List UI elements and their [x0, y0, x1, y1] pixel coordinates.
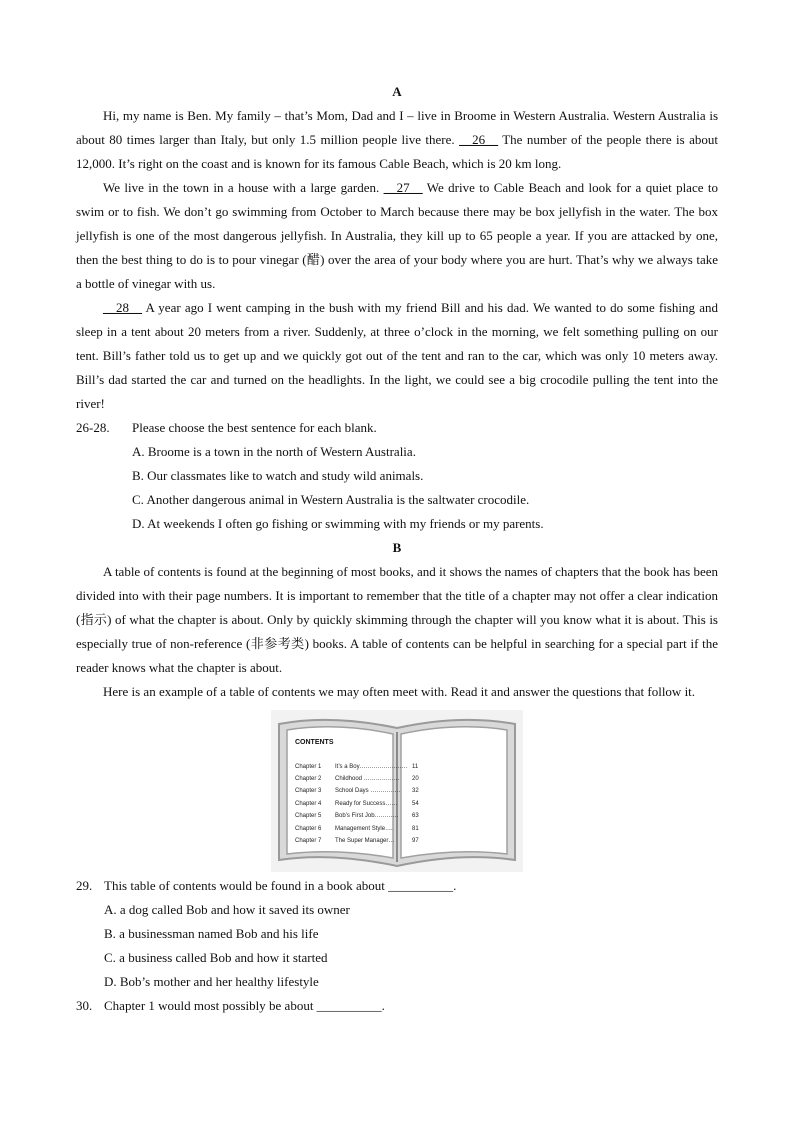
open-book-illustration — [271, 710, 523, 872]
chapter-title: It’s a Boy…………………… — [335, 764, 408, 770]
chapter-page: 54 — [412, 801, 419, 807]
chapter-title: School Days …………… — [335, 788, 401, 794]
question-30 — [76, 994, 718, 1018]
option-b: B. Our classmates like to watch and study wild animals. — [132, 468, 424, 483]
question-number: 26-28. — [76, 420, 110, 435]
section-a-paragraph-2: We live in the town in a house with a large garden. __27__ We drive to Cable Beach and look for a quiet place to swim or to fish. We don’t go swimming from October to March because there may be box jellyfish in the water. The box jellyfish is one of the most dangerous jellyfish. In Australia, they kill up to 65 people a year. If you are attacked by one, then the best thing to do is to pour vinegar (醋) over the area of your body where you are hurt. That’s why we always take a bottle of vinegar with us. — [76, 180, 718, 291]
chapter-page: 11 — [412, 764, 419, 770]
question-text: This table of contents would be found in a book about __________. — [104, 878, 457, 893]
chapter-label: Chapter 5 — [295, 813, 322, 819]
chapter-label: Chapter 2 — [295, 776, 322, 782]
section-a-paragraph-1: Hi, my name is Ben. My family – that’s Mom, Dad and I – live in Broome in Western Australia. Western Australia is about 80 times larger than Italy, but only 1.5 million people live there. __26__ The number of the people there is about 12,000. It’s right on the coast and is known for its famous Cable Beach, which is 20 km long. — [76, 108, 718, 171]
option-a: A. Broome is a town in the north of Western Australia. — [132, 444, 416, 459]
blank-26: __26__ — [459, 132, 499, 147]
option-c: C. a business called Bob and how it started — [104, 950, 328, 965]
chapter-title: Childhood ……………… — [335, 776, 400, 782]
chapter-label: Chapter 4 — [295, 801, 322, 807]
question-number: 29. — [76, 878, 93, 893]
contents-title: CONTENTS — [295, 739, 334, 746]
section-b-paragraph-1: A table of contents is found at the beginning of most books, and it shows the names of chapters that the book has been divided into with their page numbers. It is important to remember that the title of a chapter may not offer a clear indication (指示) of what the chapter is about. Only by quickly skimming through the chapter will you know what it is about. This is especially true of non-reference (非参考类) books. A table of contents can be helpful in searching for a special part if the reader knows what the chapter is about. — [76, 564, 718, 675]
question-26-28 — [76, 416, 718, 440]
chapter-page: 63 — [412, 813, 419, 819]
chapter-title: Ready for Success…… — [335, 801, 398, 807]
chapter-title: Management Style…. — [335, 826, 393, 832]
question-text: Chapter 1 would most possibly be about __________. — [104, 998, 385, 1013]
table-of-contents-figure — [76, 704, 718, 874]
section-b-heading: B — [392, 540, 402, 555]
section-a-paragraph-3: __28__ A year ago I went camping in the bush with my friend Bill and his dad. We wanted to do some fishing and sleep in a tent about 20 meters from a river. Suddenly, at three o’clock in the morning, we felt something pulling on our tent. Bill’s father told us to get up and we quickly got out of the tent and ran to the car, which was only 10 meters away. Bill’s dad started the car and turned on the headlights. In the light, we could see a big crocodile pulling the tent into the river! — [76, 300, 718, 411]
option-d: D. Bob’s mother and her healthy lifestyle — [104, 974, 319, 989]
option-b: B. a businessman named Bob and his life — [104, 926, 319, 941]
chapter-page: 97 — [412, 838, 419, 844]
section-b-paragraph-2: Here is an example of a table of contents we may often meet with. Read it and answer the questions that follow it. — [103, 684, 696, 699]
chapter-page: 32 — [412, 788, 419, 794]
option-a: A. a dog called Bob and how it saved its owner — [104, 902, 350, 917]
question-text: Please choose the best sentence for each blank. — [132, 420, 377, 435]
chapter-label: Chapter 7 — [295, 838, 322, 844]
chapter-title: The Super Manager… — [335, 838, 395, 844]
chapter-label: Chapter 6 — [295, 826, 322, 832]
option-d: D. At weekends I often go fishing or swimming with my friends or my parents. — [132, 516, 544, 531]
worksheet-page — [76, 80, 718, 1018]
chapter-label: Chapter 1 — [295, 764, 322, 770]
option-c: C. Another dangerous animal in Western Australia is the saltwater crocodile. — [132, 492, 530, 507]
question-number: 30. — [76, 998, 93, 1013]
chapter-title: Bob’s First Job………… — [335, 813, 399, 819]
chapter-page: 81 — [412, 826, 419, 832]
chapter-label: Chapter 3 — [295, 788, 322, 794]
section-a-heading: A — [392, 84, 402, 99]
question-29 — [76, 874, 718, 898]
chapter-page: 20 — [412, 776, 419, 782]
blank-27: __27__ — [383, 180, 423, 195]
blank-28: __28__ — [103, 300, 142, 315]
